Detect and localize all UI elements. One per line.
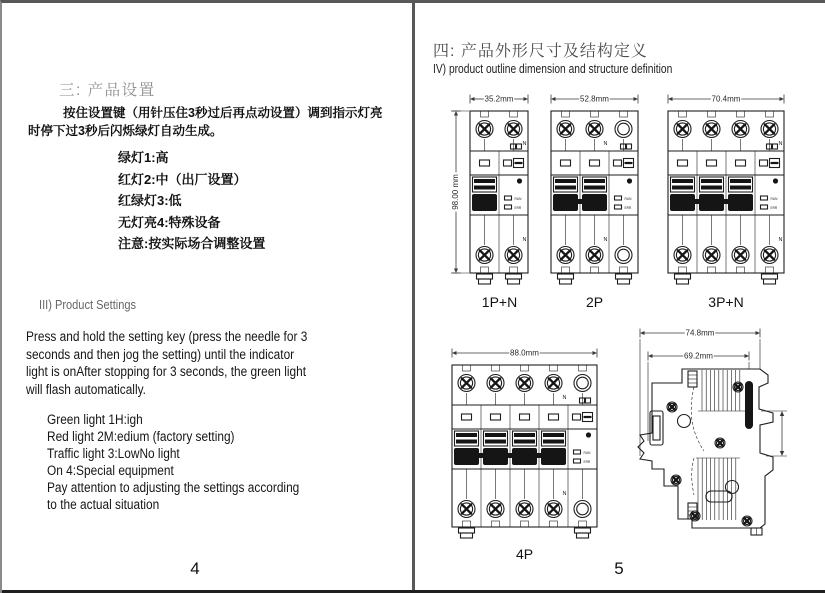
page-divider <box>412 3 415 591</box>
drawing-label-2p: 2P <box>585 294 604 310</box>
svg-text:N: N <box>522 141 527 147</box>
en-list-item-traffic: Traffic light 3:LowNo light <box>47 446 180 461</box>
drawing-3p-n <box>664 89 790 289</box>
page-number-right: 5 <box>614 559 624 578</box>
cn-list-item-red: 红灯2:中（出厂设置） <box>118 171 247 187</box>
cn-paragraph-line-2: 时停下过3秒后闪烁绿灯自动生成。 <box>28 123 223 138</box>
svg-text:70.4mm: 70.4mm <box>711 94 741 104</box>
svg-text:74.8mm: 74.8mm <box>685 328 715 338</box>
drawing-4p <box>448 343 603 543</box>
svg-text:98.00 mm: 98.00 mm <box>451 174 461 210</box>
svg-text:N: N <box>778 237 783 243</box>
section-subtitle-en: III) Product Settings <box>39 297 137 312</box>
cn-list-item-redgreen: 红绿灯3:低 <box>118 193 182 208</box>
en-paragraph-line-2: seconds and then jog the setting) until the indicator <box>26 346 295 362</box>
drawing-label-1p-n: 1P+N <box>481 294 518 310</box>
svg-text:N: N <box>603 237 608 243</box>
svg-text:RUN: RUN <box>624 197 632 201</box>
section-title-cn: 三: 产品设置 <box>59 82 156 99</box>
drawing-1p-n <box>444 89 534 289</box>
cn-list-item-green: 绿灯1:高 <box>118 150 169 165</box>
svg-text:RUN: RUN <box>583 451 591 455</box>
drawing-2p <box>547 89 644 289</box>
section-title-cn-right: 四: 产品外形尺寸及结构定义 <box>433 43 648 60</box>
svg-text:N: N <box>522 237 527 243</box>
svg-text:69.2mm: 69.2mm <box>684 351 713 361</box>
svg-text:N: N <box>778 141 783 147</box>
en-paragraph-line-3: light is onAfter stopping for 3 seconds, the green light <box>26 364 307 379</box>
en-list-item-note-1: Pay attention to adjusting the settings according <box>47 480 300 495</box>
page-number-left: 4 <box>190 559 200 578</box>
svg-text:88.0mm: 88.0mm <box>510 348 539 358</box>
en-list-item-on4: On 4:Special equipment <box>47 463 174 478</box>
svg-text:ERR: ERR <box>624 206 632 210</box>
svg-text:N: N <box>603 141 608 147</box>
svg-text:ERR: ERR <box>770 206 778 210</box>
section-subtitle-en-right: IV) product outline dimension and structure definition <box>433 62 673 76</box>
en-list-item-note-2: to the actual situation <box>47 497 160 512</box>
en-list-item-green: Green light 1H:igh <box>47 412 143 427</box>
cn-paragraph <box>28 105 382 140</box>
cn-list-item-note: 注意:按实际场合调整设置 <box>118 236 266 251</box>
en-settings-list <box>47 411 299 513</box>
drawing-label-3p-n: 3P+N <box>708 294 744 310</box>
svg-text:N: N <box>562 395 567 401</box>
svg-text:N: N <box>562 491 567 497</box>
svg-text:35.2mm: 35.2mm <box>484 94 514 104</box>
en-paragraph-line-4: will flash automatically. <box>26 381 146 397</box>
drawing-side-view <box>632 323 792 538</box>
svg-text:RUN: RUN <box>514 197 522 201</box>
svg-text:RUN: RUN <box>770 197 778 201</box>
svg-text:52.8mm: 52.8mm <box>580 94 609 104</box>
drawing-label-4p: 4P <box>515 546 534 562</box>
cn-list-item-nolight: 无灯亮4:特殊设备 <box>118 214 221 230</box>
cn-paragraph-line-1: 按住设置键（用针压住3秒过后再点动设置）调到指示灯亮 <box>63 106 383 120</box>
svg-text:ERR: ERR <box>514 206 522 210</box>
cn-settings-list <box>118 147 265 255</box>
en-paragraph-line-1: Press and hold the setting key (press the needle for 3 <box>26 329 308 344</box>
svg-text:ERR: ERR <box>583 460 591 464</box>
en-list-item-red: Red light 2M:edium (factory setting) <box>47 429 235 444</box>
en-paragraph <box>26 328 307 398</box>
